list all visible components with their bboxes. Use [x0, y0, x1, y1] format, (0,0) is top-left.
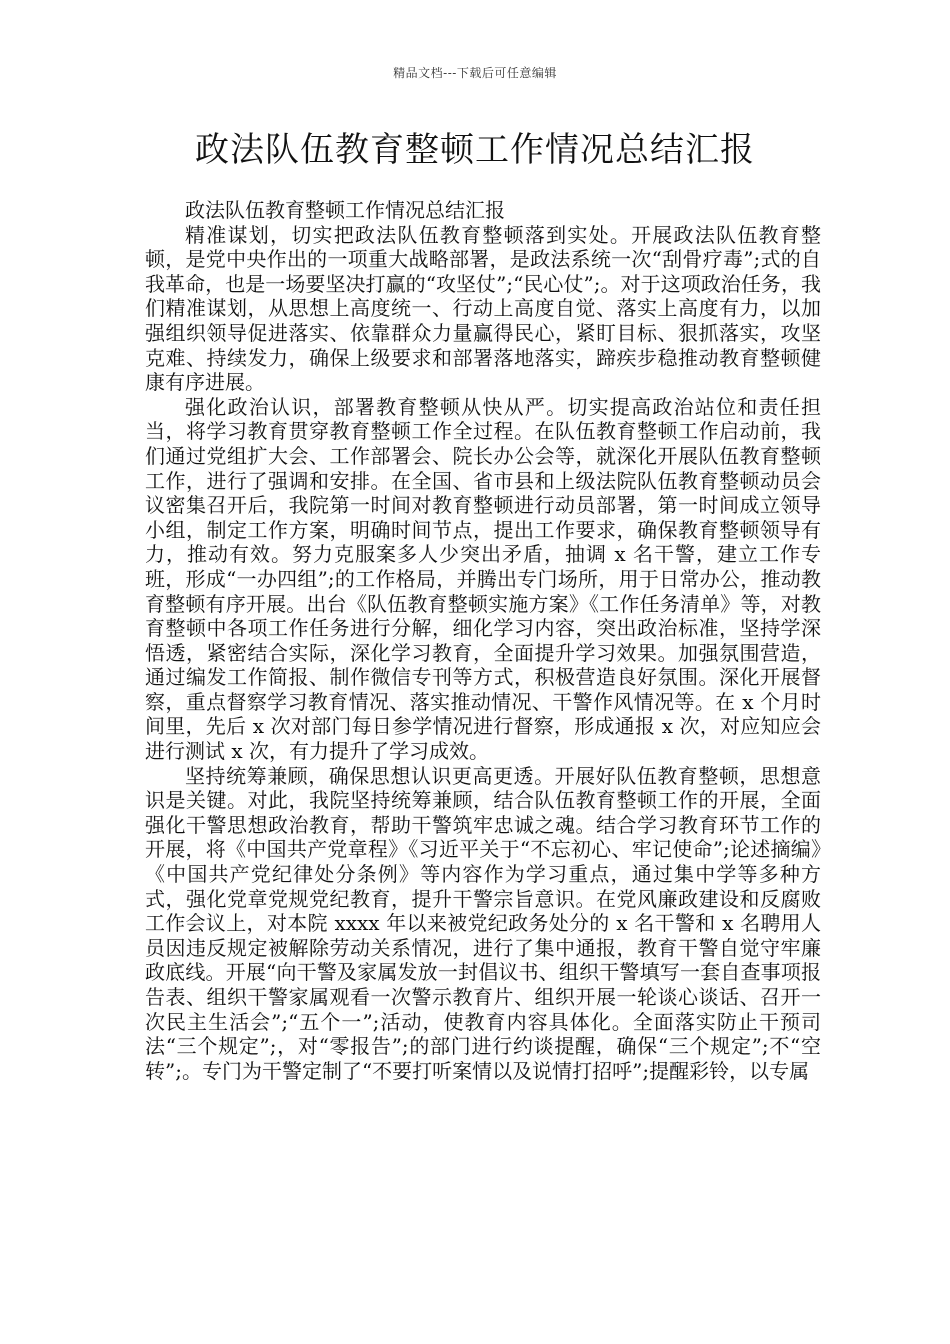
document-body: [145, 198, 821, 1083]
paragraph-2: 强化政治认识，部署教育整顿从快从严。切实提高政治站位和责任担当，将学习教育贯穿教育整顿工作全过程。在队伍教育整顿工作启动前，我们通过党组扩大会、工作部署会、院长办公会等，就深化开展队伍教育整顿工作，进行了强调和安排。在全国、省市县和上级法院队伍教育整顿动员会议密集召开后，我院第一时间对教育整顿进行动员部署，第一时间成立领导小组，制定工作方案，明确时间节点，提出工作要求，确保教育整顿领导有力，推动有效。努力克服案多人少突出矛盾，抽调 x 名干警，建立工作专班，形成“一办四组”;的工作格局，并腾出专门场所，用于日常办公，推动教育整顿有序开展。出台《队伍教育整顿实施方案》《工作任务清单》等，对教育整顿中各项工作任务进行分解，细化学习内容，突出政治标准，坚持学深悟透，紧密结合实际，深化学习教育，全面提升学习效果。加强氛围营造，通过编发工作简报、制作微信专刊等方式，积极营造良好氛围。深化开展督察，重点督察学习教育情况、落实推动情况、干警作风情况等。在 x 个月时间里，先后 x 次对部门每日参学情况进行督察，形成通报 x 次，对应知应会进行测试 x 次，有力提升了学习成效。: [145, 394, 821, 764]
page-header-note: 精品文档---下载后可任意编辑: [393, 66, 557, 80]
paragraph-3: 坚持统筹兼顾，确保思想认识更高更透。开展好队伍教育整顿，思想意识是关键。对此，我院坚持统筹兼顾，结合队伍教育整顿工作的开展，全面强化干警思想政治教育，帮助干警筑牢忠诚之魂。结合学习教育环节工作的开展，将《中国共产党章程》《习近平关于“不忘初心、牢记使命”;论述摘编》《中国共产党纪律处分条例》等内容作为学习重点，通过集中学等多种方式，强化党章党规党纪教育，提升干警宗旨意识。在党风廉政建设和反腐败工作会议上，对本院 xxxx 年以来被党纪政务处分的 x 名干警和 x 名聘用人员因违反规定被解除劳动关系情况，进行了集中通报，教育干警自觉守牢廉政底线。开展“向干警及家属发放一封倡议书、组织干警填写一套自查事项报告表、组织干警家属观看一次警示教育片、组织开展一轮谈心谈话、召开一次民主生活会”;“五个一”;活动，使教育内容具体化。全面落实防止干预司法“三个规定”;，对“零报告”;的部门进行约谈提醒，确保“三个规定”;不“空转”;。专门为干警定制了“不要打听案情以及说情打招呼”;提醒彩铃，以专属: [145, 763, 821, 1083]
paragraph-subtitle: 政法队伍教育整顿工作情况总结汇报: [185, 198, 505, 222]
paragraph-1: 精准谋划，切实把政法队伍教育整顿落到实处。开展政法队伍教育整顿，是党中央作出的一项重大战略部署，是政法系统一次“刮骨疗毒”;式的自我革命，也是一场要坚决打赢的“攻坚仗”;“民心仗”;。对于这项政治任务，我们精准谋划，从思想上高度统一、行动上高度自觉、落实上高度有力，以加强组织领导促进落实、依靠群众力量赢得民心，紧盯目标、狠抓落实，攻坚克难、持续发力，确保上级要求和部署落地落实，蹄疾步稳推动教育整顿健康有序进展。: [145, 222, 821, 395]
document-title: 政法队伍教育整顿工作情况总结汇报: [195, 130, 755, 170]
